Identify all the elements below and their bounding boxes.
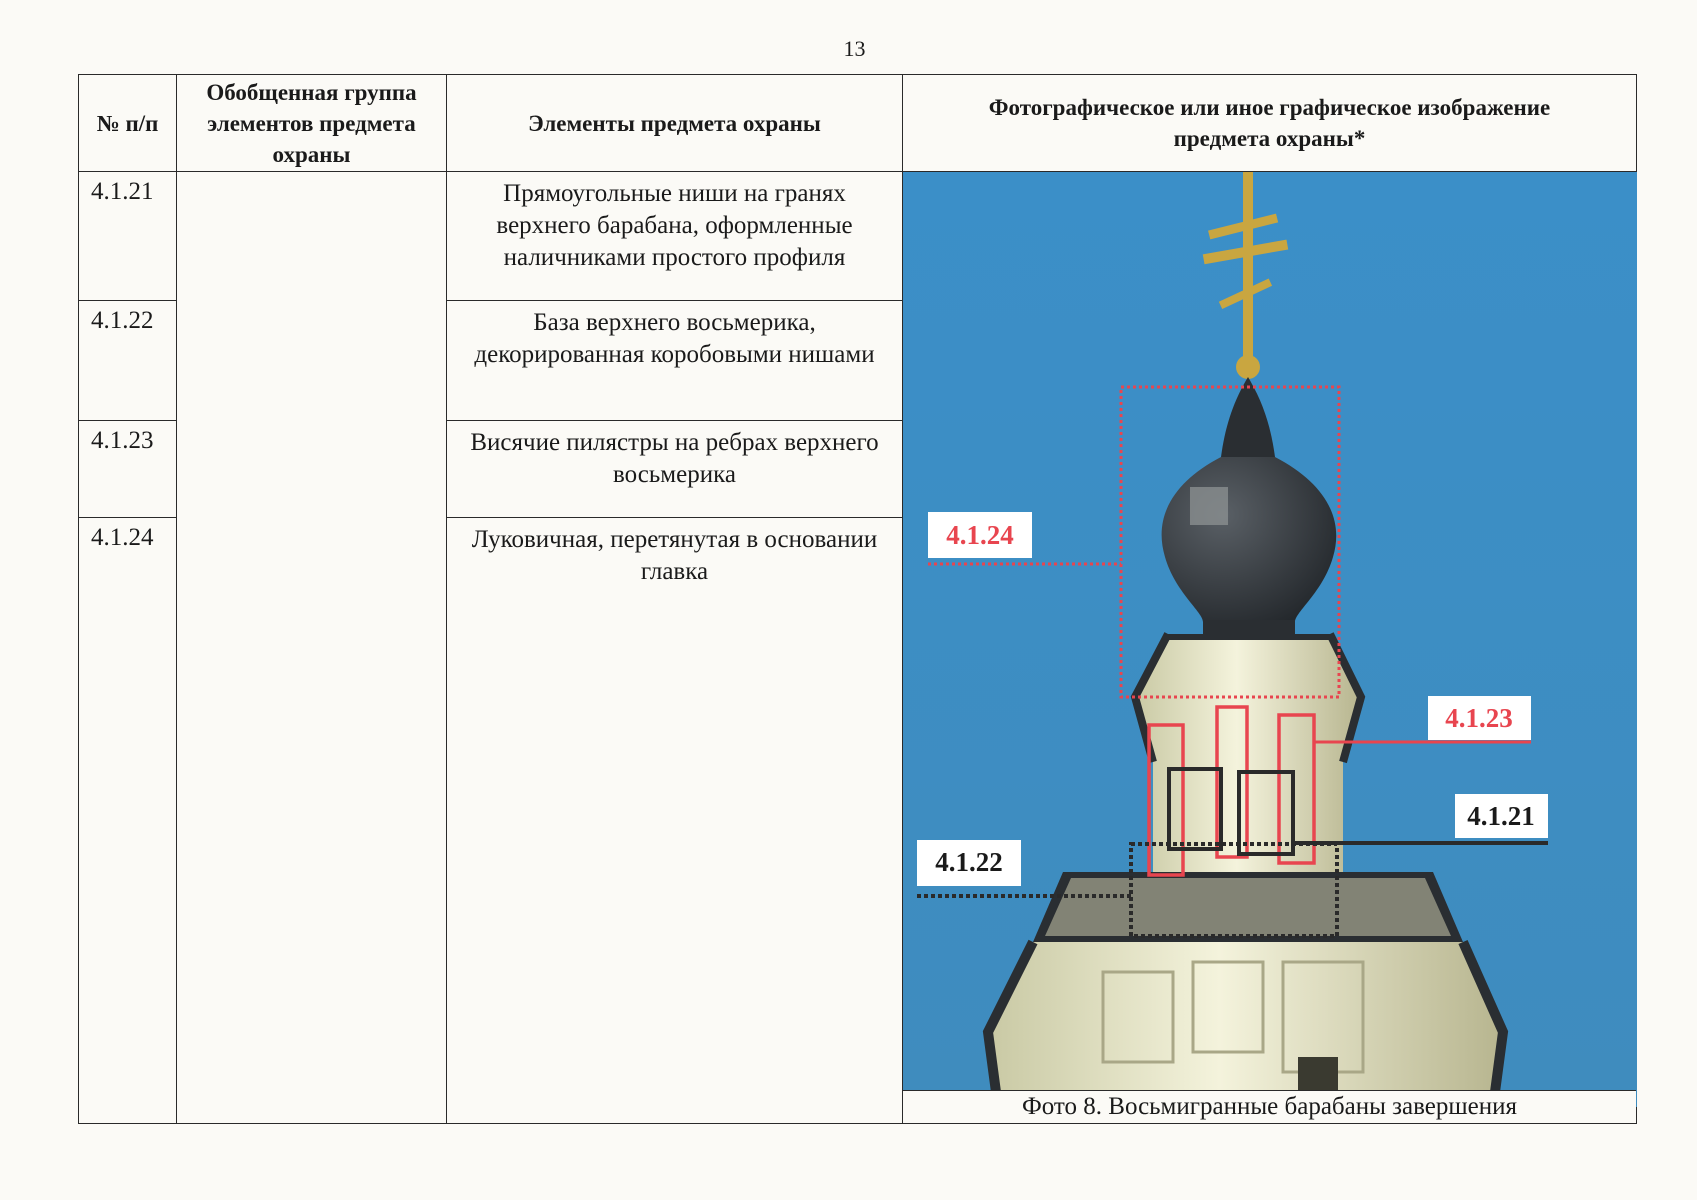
- row-number: 4.1.22: [79, 301, 177, 421]
- header-num: № п/п: [79, 75, 177, 172]
- label-4-1-23: [1428, 696, 1531, 740]
- label-4-1-22-text: 4.1.22: [935, 847, 1003, 877]
- row-number: 4.1.23: [79, 421, 177, 518]
- protection-elements-table: [78, 74, 1637, 1124]
- label-4-1-24-text: 4.1.24: [946, 520, 1014, 550]
- row-element: Луковичная, перетянутая в основании главка: [447, 518, 903, 1124]
- row-element: Висячие пилястры на ребрах верхнего восьмерика: [447, 421, 903, 518]
- label-4-1-21: [1455, 794, 1548, 838]
- label-4-1-23-text: 4.1.23: [1445, 703, 1513, 733]
- row-number: 4.1.21: [79, 172, 177, 301]
- row-element: Прямоугольные ниши на гранях верхнего барабана, оформленные наличниками простого профиля: [447, 172, 903, 301]
- row-element: База верхнего восьмерика, декорированная коробовыми нишами: [447, 301, 903, 421]
- header-image: Фотографическое или иное графическое изображение предмета охраны*: [903, 75, 1637, 172]
- row-number: 4.1.24: [79, 518, 177, 1124]
- table-header-row: [79, 75, 1637, 172]
- page-number: 13: [843, 36, 866, 61]
- header-group: Обобщенная группа элементов предмета охраны: [177, 75, 447, 172]
- photo-cell: [903, 172, 1637, 1124]
- label-4-1-22: [917, 840, 1021, 886]
- group-cell: [177, 172, 447, 1124]
- lower-drum: [988, 942, 1503, 1107]
- tower-photo: [903, 172, 1637, 1107]
- photo-caption: Фото 8. Восьмигранные барабаны завершения: [903, 1090, 1636, 1123]
- cross-ball: [1236, 355, 1260, 379]
- label-4-1-24: [928, 512, 1032, 558]
- onion-dome: [1162, 457, 1337, 622]
- header-elements: Элементы предмета охраны: [447, 75, 903, 172]
- label-4-1-21-text: 4.1.21: [1467, 801, 1535, 831]
- table-row: [79, 172, 1637, 301]
